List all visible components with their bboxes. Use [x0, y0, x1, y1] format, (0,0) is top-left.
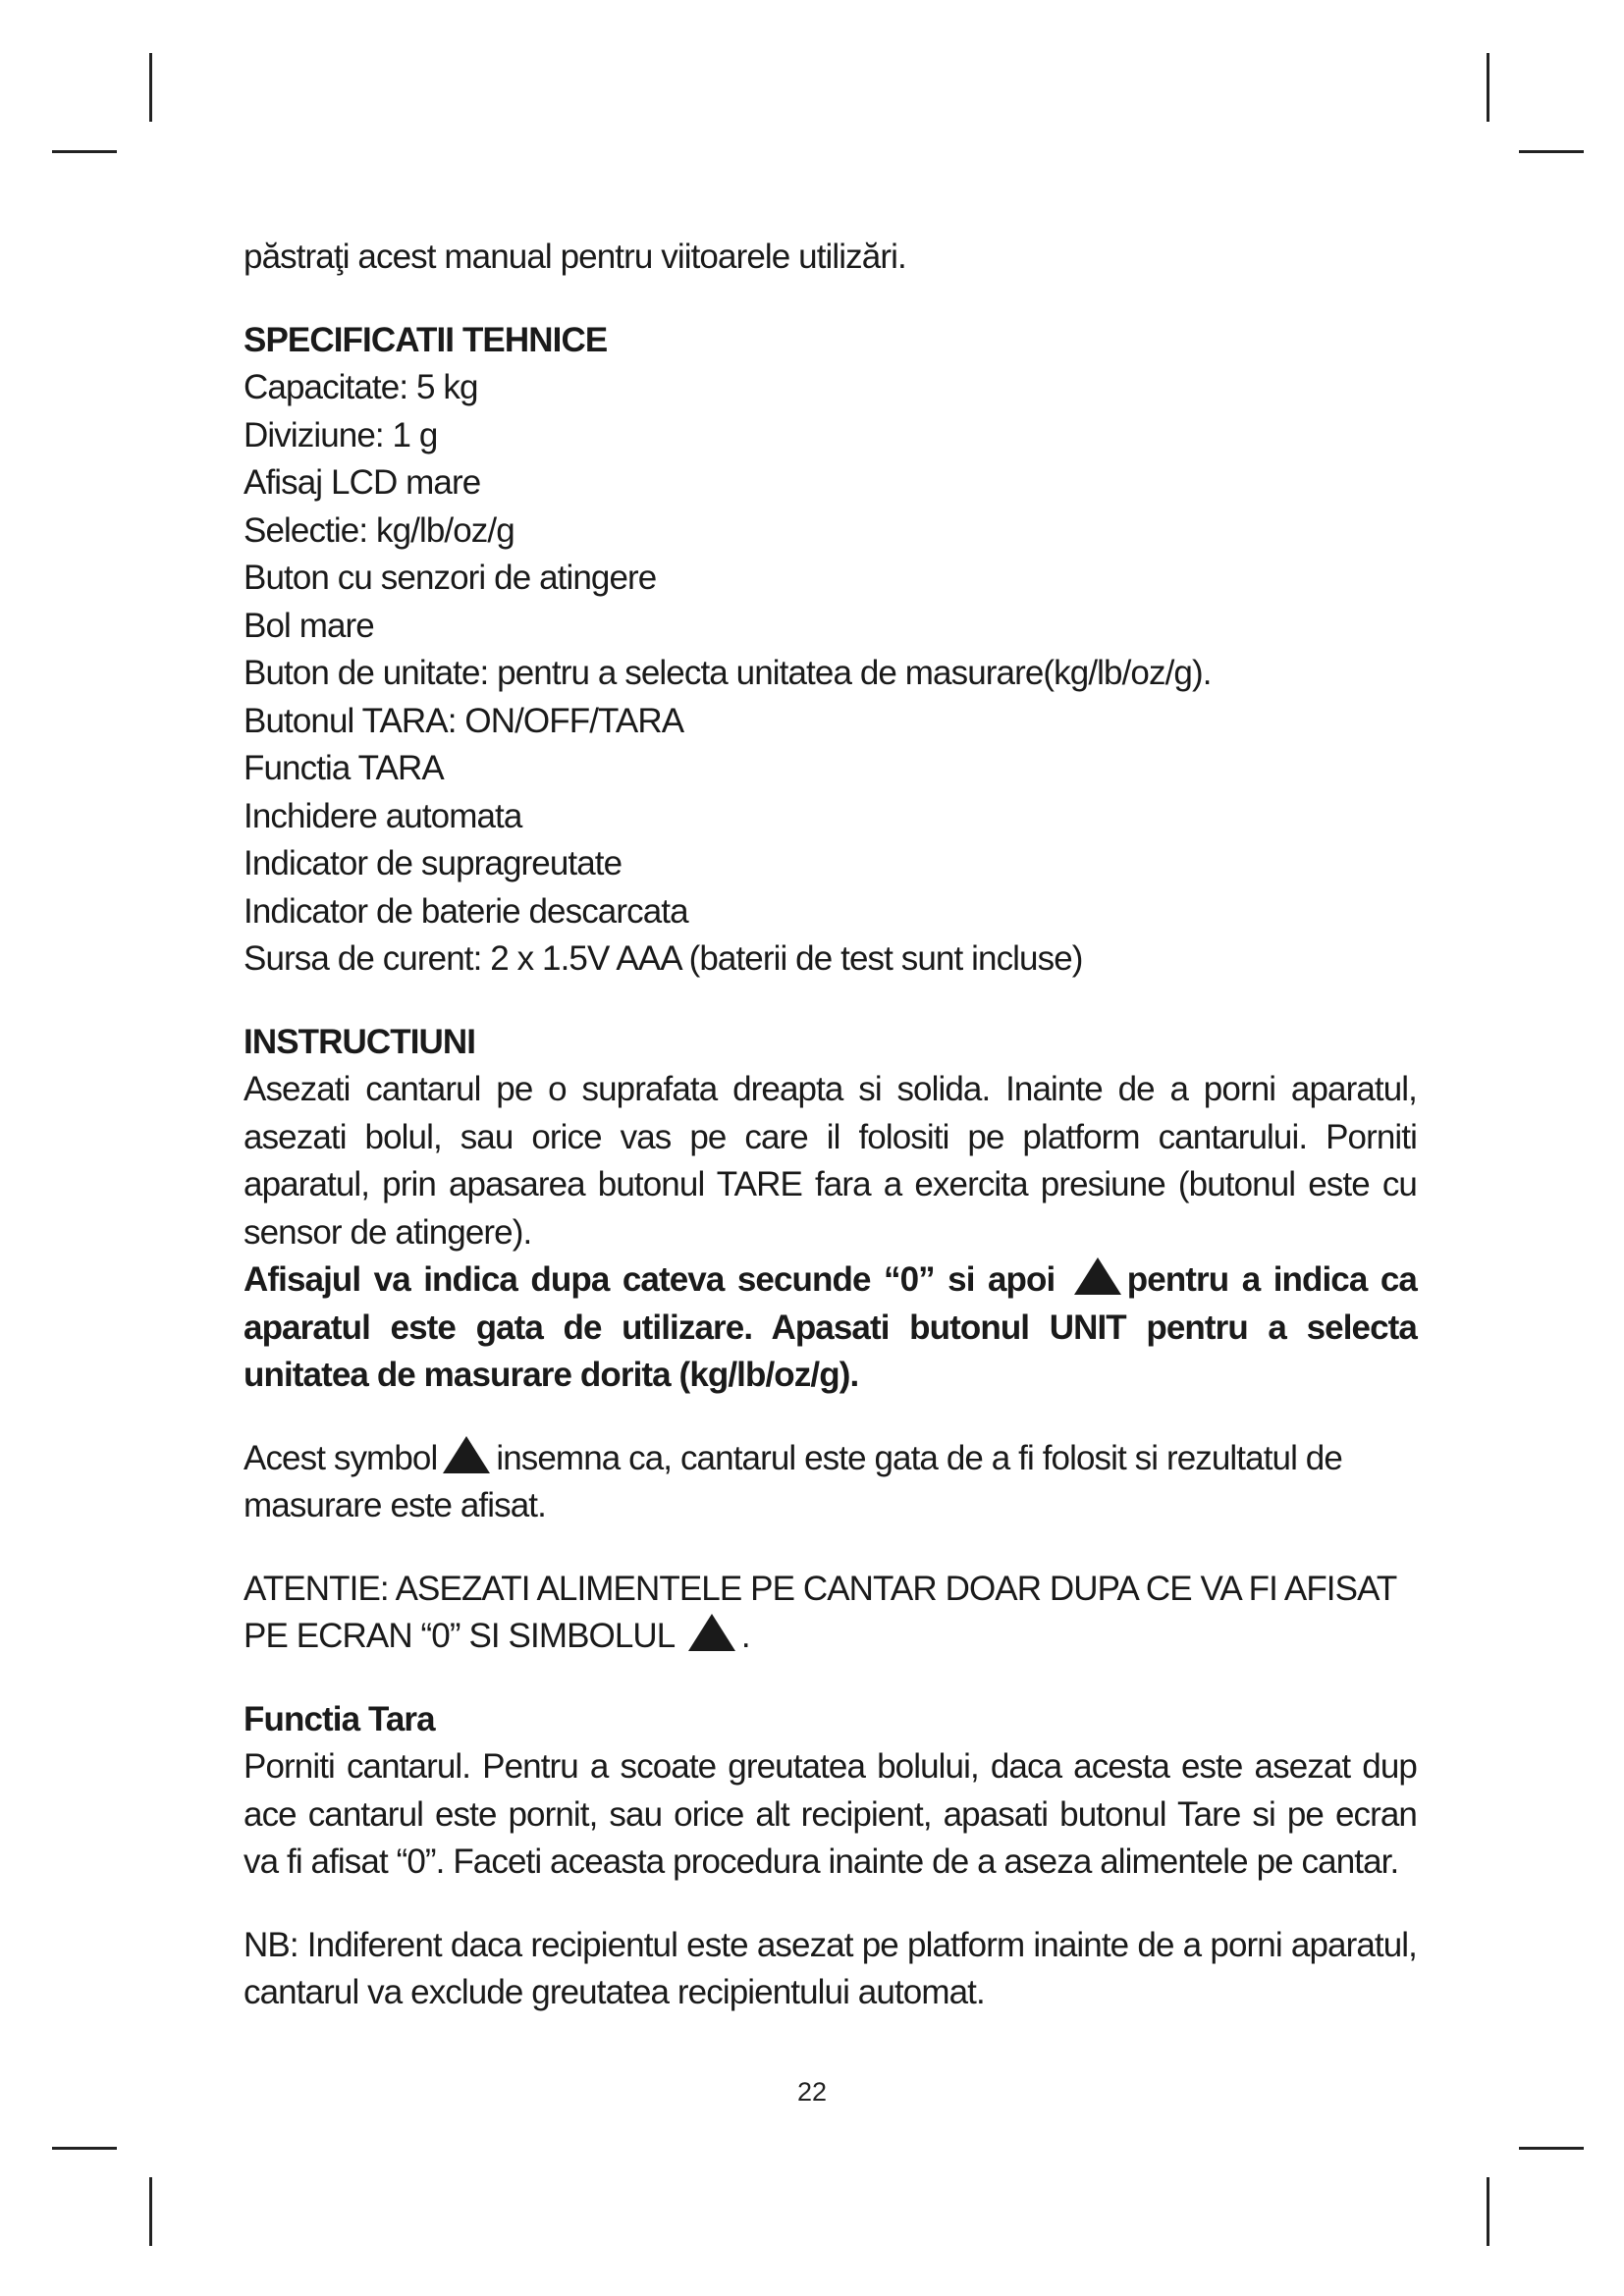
spec-item: Inchidere automata — [244, 796, 522, 835]
warning-text-after-icon: . — [740, 1617, 750, 1655]
spec-item: Indicator de supragreutate — [244, 844, 623, 882]
crop-mark-top-right-horizontal — [1519, 150, 1584, 153]
spec-item: Functia TARA — [244, 749, 444, 787]
manual-page-content — [244, 234, 1417, 2017]
intro-line: păstraţi acest manual pentru viitoarele utilizări. — [244, 238, 906, 276]
instructions-heading: INSTRUCTIUNI — [244, 1022, 476, 1061]
instructions-paragraph: Asezati cantarul pe o suprafata dreapta si solida. Inainte de a porni aparatul, asezati bolul, sau orice vas pe care il folositi pe platform cantarului. Porniti aparatul, prin apasarea butonul TARE fara a exercita presiune (butonul este cu sensor de atingere). — [244, 1070, 1417, 1252]
ready-triangle-icon — [688, 1614, 735, 1651]
note-paragraph: NB: Indiferent daca recipientul este asezat pe platform inainte de a porni aparatul, cantarul va exclude greutatea recipientului automat. — [244, 1925, 1417, 2011]
ready-triangle-icon — [443, 1436, 490, 1473]
crop-mark-bottom-right-vertical — [1487, 2177, 1489, 2246]
ready-triangle-icon — [1074, 1257, 1121, 1295]
spec-item: Butonul TARA: ON/OFF/TARA — [244, 701, 684, 740]
warning-paragraph — [244, 1566, 1417, 1661]
spec-item: Afisaj LCD mare — [244, 463, 481, 502]
bold-text-after-icon: pentru a indica ca aparatul este gata de utilizare. Apasati butonul UNIT pentru a selecta unitatea de masurare dorita (kg/lb/oz/g). — [244, 1260, 1417, 1394]
crop-mark-bottom-left-vertical — [149, 2177, 152, 2246]
spec-item: Diviziune: 1 g — [244, 415, 438, 454]
symbol-paragraph — [244, 1435, 1417, 1530]
spec-item: Selectie: kg/lb/oz/g — [244, 510, 514, 550]
bold-text-before-icon: Afisajul va indica dupa cateva secunde “0” si apoi — [244, 1260, 1056, 1299]
crop-mark-bottom-left-horizontal — [52, 2147, 117, 2150]
tare-heading: Functia Tara — [244, 1699, 435, 1738]
crop-mark-bottom-right-horizontal — [1519, 2147, 1584, 2150]
page-number: 22 — [796, 2077, 828, 2107]
spec-item: Indicator de baterie descarcata — [244, 891, 688, 931]
spec-item: Buton cu senzori de atingere — [244, 559, 657, 597]
tare-paragraph: Porniti cantarul. Pentru a scoate greutatea bolului, daca acesta este asezat dup ace cantarul este pornit, sau orice alt recipient, apasati butonul Tare si pe ecran va fi afisat “0”. Faceti aceasta procedura inainte de a aseza alimentele pe cantar. — [244, 1747, 1417, 1881]
spec-item: Buton de unitate: pentru a selecta unitatea de masurare(kg/lb/oz/g). — [244, 654, 1212, 692]
spec-item: Sursa de curent: 2 x 1.5V AAA (baterii de test sunt incluse) — [244, 939, 1083, 978]
warning-text-before-icon: ATENTIE: ASEZATI ALIMENTELE PE CANTAR DOAR DUPA CE VA FI AFISAT PE ECRAN “0” SI SIMBOLUL — [244, 1569, 1396, 1655]
spec-item: Bol mare — [244, 606, 374, 645]
crop-mark-top-left-vertical — [149, 53, 152, 122]
spec-item: Capacitate: 5 kg — [244, 368, 478, 406]
specs-list — [244, 364, 1417, 984]
crop-mark-top-left-horizontal — [52, 150, 117, 153]
crop-mark-top-right-vertical — [1487, 53, 1489, 122]
symbol-text-after-icon: insemna ca, cantarul este gata de a fi folosit si rezultatul de masurare este afisat. — [244, 1438, 1342, 1524]
instructions-bold-paragraph — [244, 1256, 1417, 1400]
symbol-text-before-icon: Acest symbol — [244, 1438, 438, 1477]
specs-heading: SPECIFICATII TEHNICE — [244, 320, 608, 359]
